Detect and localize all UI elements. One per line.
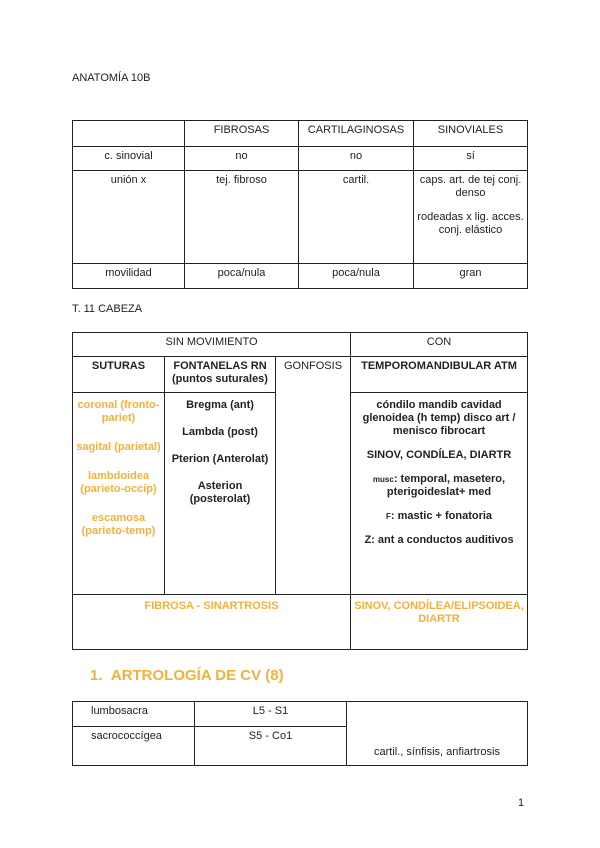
row-label: movilidad	[73, 264, 185, 289]
header-cell: CARTILAGINOSAS	[299, 121, 414, 147]
sutura-item: escamosa (parieto-temp)	[81, 512, 156, 537]
suturas-list	[73, 393, 165, 595]
row-label: unión x	[73, 171, 185, 264]
table-row	[73, 702, 528, 727]
joint-level: L5 - S1	[195, 702, 347, 727]
table-cell: poca/nula	[299, 264, 414, 289]
musc-label: musc	[372, 475, 394, 484]
fontanela-item: Asterion (posterolat)	[189, 480, 251, 505]
sutura-item: lambdoidea (parieto-occip)	[80, 470, 157, 495]
table-cell: poca/nula	[185, 264, 299, 289]
table-cell: sí	[414, 147, 528, 171]
sutura-item: coronal (fronto-pariet)	[77, 399, 160, 424]
header-cell: SINOVIALES	[414, 121, 528, 147]
section-heading	[90, 667, 284, 684]
section-title: T. 11 CABEZA	[72, 303, 143, 315]
table-cell: no	[299, 147, 414, 171]
suturas-header: SUTURAS	[73, 357, 165, 393]
joint-type: cartil., sínfisis, anfiartrosis	[347, 702, 528, 766]
fontanela-item: Bregma (ant)	[186, 399, 254, 411]
fibrosa-footer: FIBROSA - SINARTROSIS	[73, 595, 351, 650]
joint-types-table	[72, 120, 528, 289]
joint-name: lumbosacra	[73, 702, 195, 727]
table-row	[73, 357, 528, 393]
con-header: CON	[351, 333, 528, 357]
joint-name: sacrococcígea	[73, 727, 195, 766]
gonfosis-cell: GONFOSIS	[276, 357, 351, 595]
head-joints-table	[72, 332, 528, 650]
table-cell: no	[185, 147, 299, 171]
tmj-muscles	[353, 473, 525, 499]
header-cell: FIBROSAS	[185, 121, 299, 147]
fontanela-item: Pterion (Anterolat)	[171, 453, 269, 465]
table-row	[73, 121, 528, 147]
sinov-footer: SINOV, CONDÍLEA/ELIPSOIDEA, DIARTR	[351, 595, 528, 650]
table-cell: tej. fibroso	[185, 171, 299, 264]
heading-text: ARTROLOGÍA DE CV (8)	[110, 667, 284, 684]
tmj-parts: cóndilo mandib cavidad glenoidea (h temp) disco art / menisco fibrocart	[362, 399, 516, 437]
sutura-item: sagital (parietal)	[76, 441, 161, 453]
row-label: c. sinovial	[73, 147, 185, 171]
musc-text: : temporal, masetero, pterigoideslat+ med	[386, 473, 506, 498]
table-cell: gran	[414, 264, 528, 289]
page-number: 1	[518, 797, 525, 809]
doc-title: ANATOMÍA 10B	[72, 72, 151, 84]
table-row	[73, 264, 528, 289]
heading-number: 1.	[90, 667, 103, 684]
tmj-z: Z: ant a conductos auditivos	[364, 534, 514, 546]
joint-level: S5 - Co1	[195, 727, 347, 766]
table-row	[73, 147, 528, 171]
func-label: F	[385, 512, 391, 521]
tmj-header: TEMPOROMANDIBULAR ATM	[351, 357, 528, 393]
fontanelas-list	[165, 393, 276, 595]
tmj-type: SINOV, CONDÍLEA, DIARTR	[366, 449, 512, 461]
tmj-function	[353, 510, 525, 523]
fontanelas-header: FONTANELAS RN (puntos suturales)	[165, 357, 276, 393]
table-cell	[414, 171, 528, 264]
table-cell: cartil.	[299, 171, 414, 264]
tmj-details	[351, 393, 528, 595]
table-row	[73, 595, 528, 650]
func-text: : mastic + fonatoria	[390, 510, 493, 522]
fontanela-item: Lambda (post)	[182, 426, 258, 438]
cv-joints-table	[72, 701, 528, 766]
table-row	[73, 333, 528, 357]
sinovial-union-a: caps. art. de tej conj. denso	[419, 174, 522, 199]
sin-movimiento-header: SIN MOVIMIENTO	[73, 333, 351, 357]
header-cell	[73, 121, 185, 147]
sinovial-union-b: rodeadas x lig. acces. conj. elástico	[417, 211, 524, 236]
table-row	[73, 171, 528, 264]
